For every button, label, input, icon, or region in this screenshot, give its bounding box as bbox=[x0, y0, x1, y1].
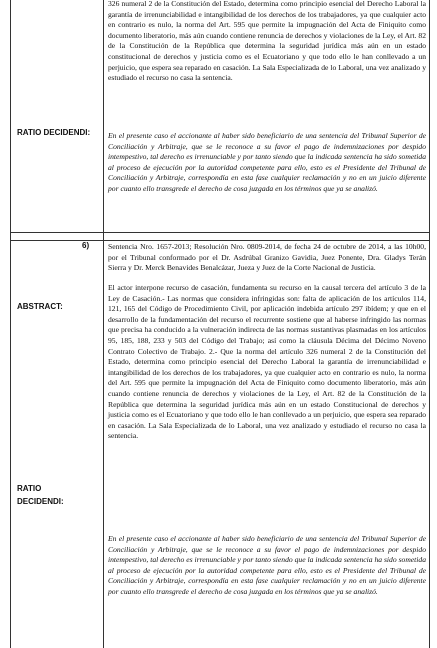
row-divider-top bbox=[10, 232, 430, 233]
table-left-border bbox=[10, 0, 11, 648]
continued-paragraph: 326 numeral 2 de la Constitución del Estado, determina como principio esencial del Derecho Laboral la garantía de irrenunciabilidad e intangibilidad de los derechos de los trabajadores, ya que cualquier acto en contrario es nulo, la norma del Art. 595 que permite la impugnación del Acta de Finiquito como documento liberatorio, más aún cuando contiene renuncia de derechos y violaciones de la Ley, el Art. 82 de la Constitución de la República que determina la seguridad jurídica más aún en un estado constitucional de derechos y justicia como es el Ecuatoriano y que todo ello le han conllevado a un perjuicio, que espera sea reparado en casación. La Sala Especializada de lo Laboral, una vez analizado y estudiado el recurso no casa la sentencia. bbox=[108, 0, 426, 83]
row-divider bbox=[10, 240, 430, 241]
column-divider bbox=[103, 0, 104, 648]
ratio-decidendi-label-line1: RATIO bbox=[17, 484, 42, 493]
ratio-decidendi-text: En el presente caso el accionante al haber sido beneficiario de una sentencia del Tribunal Superior de Conciliación y Arbitraje, que se le reconoce a su favor el pago de indemnizaciones por despido intempestivo, tal derecho es irrenunciable y por tanto siendo que la indicada sentencia ha sido sometida al proceso de ejecución por la autoridad competente para ello, esto es el Presidente del Tribunal de Conciliación y Arbitraje, correspondía en esta fase cualquier reclamación y no en un juicio diferente por cuanto ello transgrede el derecho de cosa juzgada en los términos que ya se analizó. bbox=[108, 131, 426, 193]
ratio-decidendi-text-2: En el presente caso el accionante al haber sido beneficiario de una sentencia del Tribunal Superior de Conciliación y Arbitraje, que se le reconoce a su favor el pago de indemnizaciones por despido intempestivo, tal derecho es irrenunciable y por tanto siendo que la indicada sentencia ha sido sometida al proceso de ejecución por la autoridad competente para ello, esto es el Presidente del Tribunal de Conciliación y Arbitraje, correspondía en esta fase cualquier reclamación y no en un juicio diferente por cuanto ello transgrede el derecho de cosa juzgada en los términos que ya se analizó. bbox=[108, 534, 426, 596]
abstract-text: El actor interpone recurso de casación, fundamenta su recurso en la causal tercera del artículo 3 de la Ley de Casación.- Las normas que considera infringidas son: falta de aplicación de los artículos 114, 121, 165 del Código de Procedimiento Civil, por aplicación indebida artículo 297 ibídem; y que en el desarrollo de la fundamentación del recurso el recurrente sostiene que al haberse infringido las normas que precisa ha conducido a la vulneración indirecta de las normas sustantivas plasmadas en los artículos 95, 185, 188, 233 y 503 del Código del Trabajo; así como la cláusula Décima del Décimo Noveno Contrato Colectivo de Trabajo. 2.- Que la norma del artículo 326 numeral 2 de la Constitución del Estado, determina como principio esencial del Derecho Laboral la garantía de irrenunciabilidad e intangibilidad de los derechos de los trabajadores, ya que cualquier acto en contrario es nulo, la norma del Art. 595 que permite la impugnación del Acta de Finiquito como documento liberatorio, más aún cuando contiene renuncia de derechos y violaciones de la Ley, el Art. 82 de la Constitución de la República que determina la seguridad jurídica más aún en un estado Constitucional de derechos y justicia como es el Ecuatoriano y que todo ello le han conllevado a un perjuicio, que espera sea reparado en casación. La Sala Especializada de lo Laboral, una vez analizado y estudiado el recurso no casa la sentencia. bbox=[108, 283, 426, 441]
ratio-decidendi-label: RATIO DECIDENDI: bbox=[17, 128, 91, 137]
case-number: 6) bbox=[82, 241, 90, 250]
abstract-label: ABSTRACT: bbox=[17, 302, 63, 311]
ratio-decidendi-label-line2: DECIDENDI: bbox=[17, 497, 64, 506]
case-header-text: Sentencia Nro. 1657-2013; Resolución Nro. 0809-2014, de fecha 24 de octubre de 2014, a las 10h00, por el Tribunal conformado por el Dr. Asdrúbal Granizo Gavidia, Juez Ponente, Dra. Gladys Terán Sierra y Dr. Merck Benavides Benalcázar, Jueza y Juez de la Corte Nacional de Justicia. bbox=[108, 242, 426, 273]
table-right-border bbox=[429, 0, 430, 648]
